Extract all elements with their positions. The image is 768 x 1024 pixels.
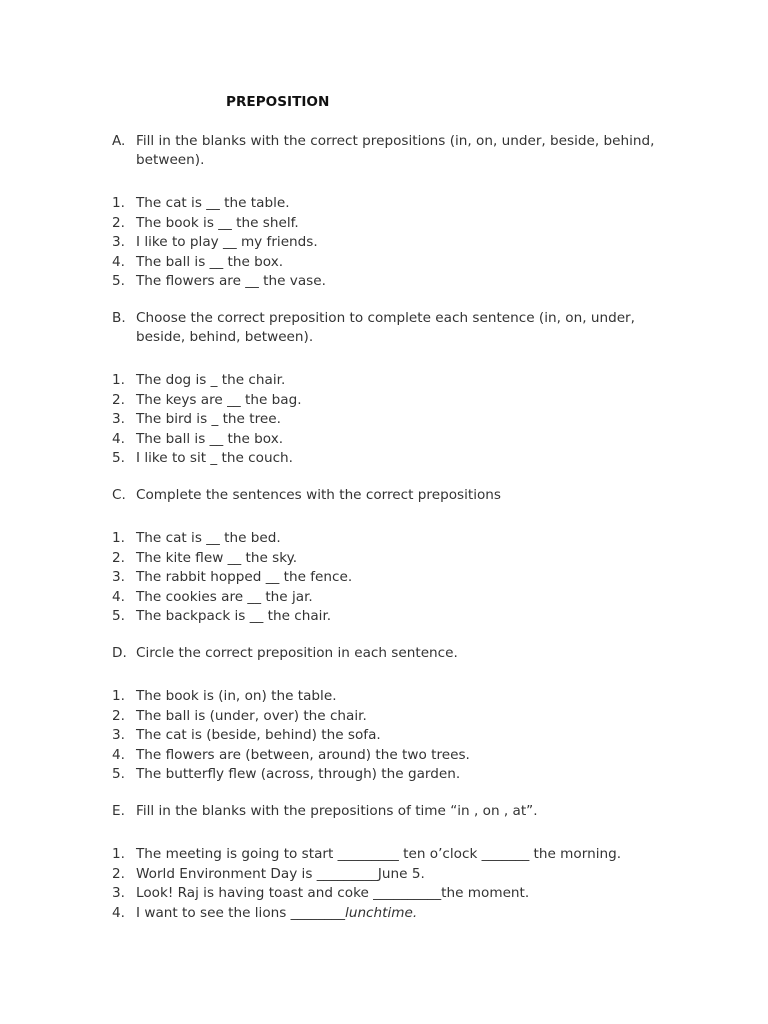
item-text: The ball is (under, over) the chair.: [136, 707, 367, 724]
list-item: [112, 726, 672, 746]
page-title: PREPOSITION: [226, 94, 330, 110]
list-item: [112, 214, 672, 234]
list-item: [112, 371, 672, 391]
item-number: 2.: [112, 865, 125, 882]
item-number: 3.: [112, 411, 125, 427]
instruction-text: Choose the correct preposition to complete each sentence (in, on, under, beside, behind, between).: [136, 310, 635, 345]
item-text: The butterfly flew (across, through) the garden.: [136, 766, 461, 782]
item-text: The cat is __ the bed.: [136, 530, 281, 546]
list-item: [112, 410, 672, 430]
item-text-italic: lunchtime.: [345, 904, 418, 921]
section-letter: A.: [112, 133, 126, 149]
section-a-list: [112, 194, 672, 292]
item-text: The book is (in, on) the table.: [136, 688, 337, 704]
item-number: 3.: [112, 727, 125, 743]
item-text: [136, 904, 417, 924]
list-item: [112, 607, 672, 627]
item-number: 3.: [112, 885, 125, 901]
list-item: [112, 884, 672, 904]
item-text: World Environment Day is _________June 5.: [136, 865, 425, 882]
section-e-list: [112, 845, 672, 923]
item-text: The book is __ the shelf.: [136, 214, 299, 231]
list-item: [112, 707, 672, 727]
item-text: The flowers are __ the vase.: [136, 273, 326, 289]
section-letter: C.: [112, 487, 126, 503]
list-item: [112, 233, 672, 253]
list-item: [112, 391, 672, 411]
item-text: The keys are __ the bag.: [136, 391, 302, 408]
item-number: 1.: [112, 846, 125, 862]
item-text: The ball is __ the box.: [136, 430, 284, 447]
instruction-text: Fill in the blanks with the prepositions of time “in , on , at”.: [136, 803, 538, 819]
list-item: [112, 588, 672, 608]
section-d-instruction: [112, 644, 672, 663]
item-number: 4.: [112, 430, 125, 447]
list-item: [112, 549, 672, 569]
list-item: [112, 194, 672, 214]
item-number: 1.: [112, 688, 125, 704]
item-text: The flowers are (between, around) the two trees.: [136, 746, 470, 763]
item-text-main: I want to see the lions ________: [136, 904, 346, 921]
item-number: 5.: [112, 766, 125, 782]
list-item: [112, 253, 672, 273]
section-b-list: [112, 371, 672, 469]
list-item: [112, 845, 672, 865]
section-e-instruction: [112, 802, 672, 821]
item-text: The meeting is going to start _________ ten o’clock _______ the morning.: [136, 846, 622, 862]
list-item: [112, 272, 672, 292]
section-letter: D.: [112, 645, 127, 661]
item-text: The bird is _ the tree.: [136, 411, 281, 427]
item-number: 5.: [112, 608, 125, 624]
item-text: The kite flew __ the sky.: [136, 549, 298, 566]
item-number: 4.: [112, 253, 125, 270]
instruction-text: Complete the sentences with the correct prepositions: [136, 487, 501, 503]
list-item: [112, 687, 672, 707]
item-number: 2.: [112, 391, 125, 408]
item-number: 1.: [112, 530, 125, 546]
item-text: The cat is __ the table.: [136, 195, 290, 211]
item-text: The backpack is __ the chair.: [136, 608, 332, 624]
item-text: The dog is _ the chair.: [136, 372, 286, 388]
section-b-instruction: [112, 309, 672, 347]
item-number: 5.: [112, 450, 125, 466]
section-c-list: [112, 529, 672, 627]
list-item: [112, 746, 672, 766]
item-number: 4.: [112, 904, 125, 921]
item-text: Look! Raj is having toast and coke __________the moment.: [136, 885, 530, 901]
instruction-text: Fill in the blanks with the correct prepositions (in, on, under, beside, behind, between).: [136, 133, 655, 168]
item-text: The rabbit hopped __ the fence.: [136, 569, 353, 585]
list-item: [112, 865, 672, 885]
item-number: 1.: [112, 195, 125, 211]
section-d-list: [112, 687, 672, 785]
list-item: [112, 449, 672, 469]
item-number: 4.: [112, 588, 125, 605]
section-letter: B.: [112, 310, 126, 326]
item-text: I like to play __ my friends.: [136, 234, 318, 250]
list-item: [112, 430, 672, 450]
item-number: 3.: [112, 569, 125, 585]
item-number: 2.: [112, 549, 125, 566]
section-a-instruction: [112, 132, 672, 170]
item-number: 5.: [112, 273, 125, 289]
item-text: The cat is (beside, behind) the sofa.: [136, 727, 381, 743]
item-text: The ball is __ the box.: [136, 253, 284, 270]
item-number: 3.: [112, 234, 125, 250]
item-number: 1.: [112, 372, 125, 388]
list-item: [112, 529, 672, 549]
item-number: 2.: [112, 707, 125, 724]
item-text: I like to sit _ the couch.: [136, 450, 293, 466]
list-item: [112, 904, 672, 924]
item-number: 2.: [112, 214, 125, 231]
section-c-instruction: [112, 486, 672, 505]
item-text: The cookies are __ the jar.: [136, 588, 313, 605]
section-letter: E.: [112, 803, 125, 819]
instruction-text: Circle the correct preposition in each sentence.: [136, 645, 458, 661]
item-number: 4.: [112, 746, 125, 763]
list-item: [112, 765, 672, 785]
list-item: [112, 568, 672, 588]
